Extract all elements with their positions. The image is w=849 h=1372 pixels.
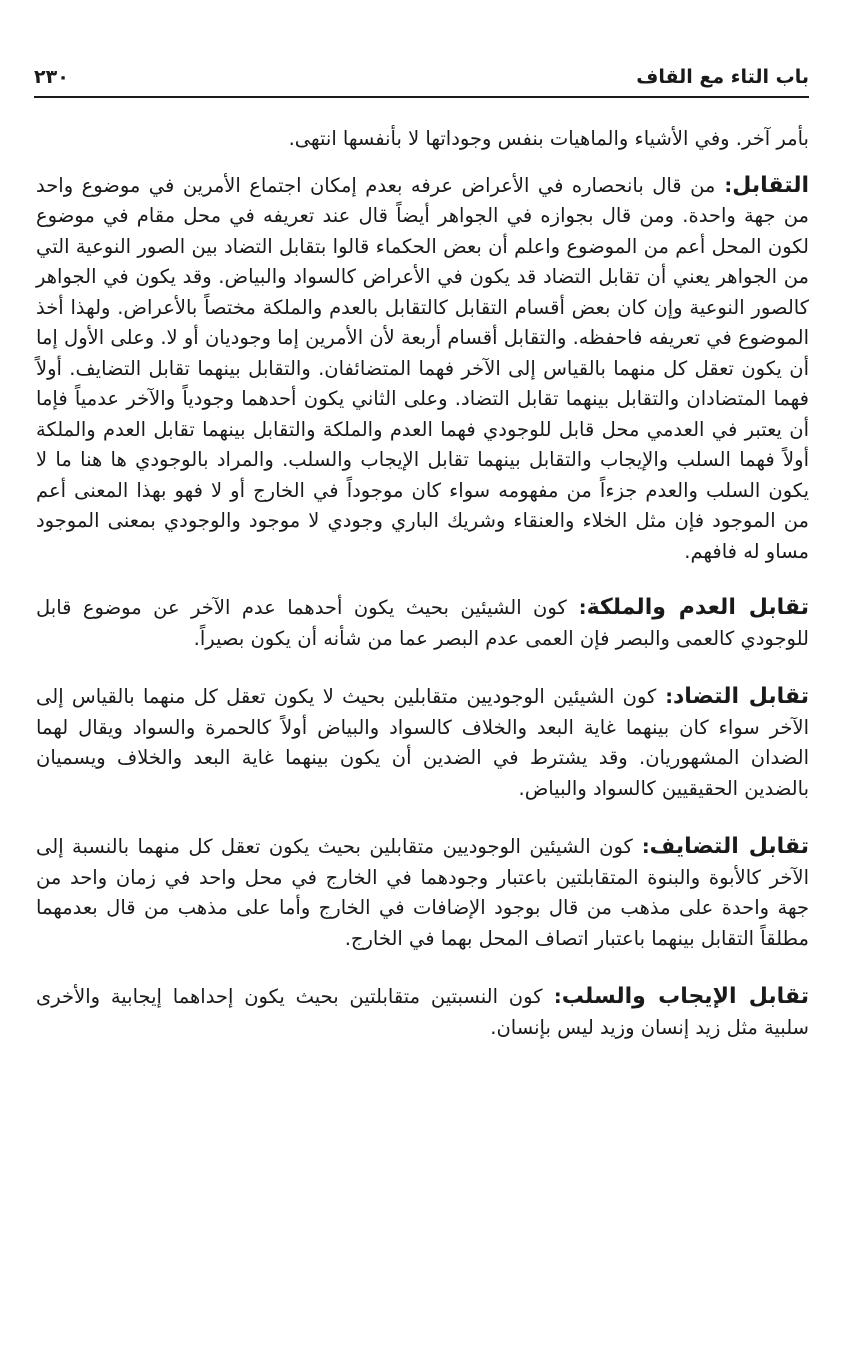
entry-text: كون الشيئين الوجوديين متقابلين بحيث يكون تعقل كل منهما بالنسبة إلى الآخر كالأبوة والبنوة المتقابلتين باعتبار وجودهما في الخارج في محل واحد في زمان واحد من جهة واحدة على مذهب من قال بوجود الإضافات في الخارج وأما على مذهب من قال بعدمهما مطلقاً التقابل بينهما باعتبار اتصاف المحل بهما في الخارج.	[36, 835, 809, 950]
entry-term: تقابل التضاد	[673, 684, 809, 709]
entry-tadayuf	[36, 832, 809, 954]
entry-ijab-salb	[36, 982, 809, 1043]
entry-term: التقابل	[732, 172, 809, 198]
entry-adam-malaka	[36, 593, 809, 654]
entry-term: تقابل الإيجاب والسلب	[561, 984, 810, 1009]
entry-text: من قال بانحصاره في الأعراض عرفه بعدم إمكان اجتماع الأمرين في موضوع واحد من جهة واحدة. ومن قال بجوازه في الجواهر أيضاً قال عند تعريفه في محل مقام في موضوع لكون المحل أعم من الموضوع واعلم أن بعض الحكماء قالوا بتقابل التضاد بين الصور النوعية التي من الجواهر يعني أن تقابل التضاد قد يكون في الأعراض كالسواد والبياض. وقد يكون في الجواهر كالصور النوعية وإن كان بعض أقسام التقابل كالتقابل بالعدم والملكة مختصاً بالأعراض. ولهذا أخذ الموضوع في تعريفه فاحفظه. والتقابل أقسام أربعة لأن الأمرين إما وجوديان أو لا. وعلى الأول إما أن يكون تعقل كل منهما بالقياس إلى الآخر فهما المتضائفان. والتقابل بينهما تقابل التضايف. أولاً فهما المتضادان والتقابل بينهما تقابل التضاد. وعلى الثاني يكون أحدهما وجودياً والآخر عدمياً فإما أن يعتبر في العدمي محل قابل للوجودي فهما العدم والملكة والتقابل بينهما تقابل العدم والملكة أولاً فهما السلب والإيجاب والتقابل بينهما تقابل الإيجاب والسلب. والمراد بالوجودي ها هنا ما لا يكون السلب والعدم جزءاً من مفهومه سواء كان موجوداً في الخارج أو لا فهو بهذا المعنى أعم من الموجود فإن مثل الخلاء والعنقاء وشريك الباري وجودي لا موجود والوجودي بمعنى الموجود مساو له فافهم.	[36, 173, 809, 563]
entry-term: تقابل العدم والملكة	[586, 595, 810, 620]
entry-taqabul	[36, 171, 809, 568]
entry-text: كون الشيئين الوجوديين متقابلين بحيث لا يكون تعقل كل منهما بالقياس إلى الآخر سواء كان بينهما غاية البعد والخلاف كالسواد والبياض أولاً كالحمرة والسواد ويقال لهما الضدان المشهوريان. وقد يشترط في الضدين أن يكون بينهما غاية البعد والخلاف ويسميان بالضدين الحقيقيين كالسواد والبياض.	[36, 685, 809, 800]
entry-tadad	[36, 682, 809, 804]
entry-text: كون الشيئين بحيث يكون أحدهما عدم الآخر عن موضوع قابل للوجودي كالعمى والبصر فإن العمى عدم البصر عما من شأنه أن يكون بصيراً.	[36, 596, 809, 650]
entry-text: كون النسبتين متقابلتين بحيث يكون إحداهما إيجابية والأخرى سلبية مثل زيد إنسان وزيد ليس بإنسان.	[36, 985, 809, 1039]
chapter-title: باب التاء مع القاف	[636, 66, 809, 88]
page-body	[36, 124, 809, 1057]
term-separator: :	[632, 835, 650, 858]
page-number: ٢٣٠	[34, 66, 69, 88]
page-header	[34, 58, 809, 98]
term-separator: :	[566, 596, 587, 619]
entry-term: تقابل التضايف	[649, 834, 810, 859]
paragraph-continuation	[36, 124, 809, 155]
term-separator: :	[656, 685, 673, 708]
paragraph-text: بأمر آخر. وفي الأشياء والماهيات بنفس وجوداتها لا بأنفسها انتهى.	[288, 127, 809, 150]
term-separator: :	[542, 985, 562, 1008]
term-separator: :	[715, 173, 733, 197]
